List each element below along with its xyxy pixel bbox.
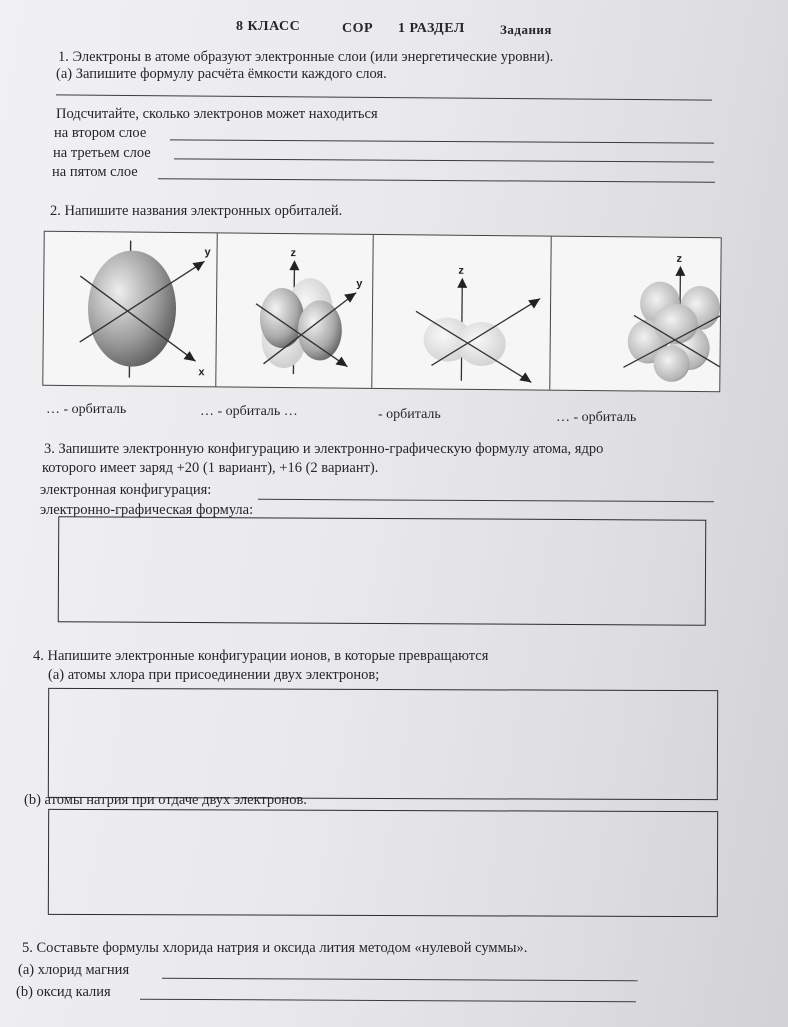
q5b-text: (b) оксид калия [16, 984, 111, 1000]
p-orbital-light-image [371, 235, 550, 390]
q5-title: 5. Составьте формулы хлорида натрия и оксида лития методом «нулевой суммы». [22, 940, 528, 956]
q1-text-line2: (a) Запишите формулу расчёта ёмкости каждого слоя. [56, 66, 387, 82]
q1-layer3-label: на третьем слое [53, 145, 151, 161]
header-grade: 8 КЛАСС [236, 19, 301, 34]
q1-text-line1: 1. Электроны в атоме образуют электронные слои (или энергетические уровни). [58, 49, 554, 65]
q5a-text: (a) хлорид магния [18, 962, 130, 978]
q3-graphic-label: электронно-графическая формула: [40, 502, 254, 518]
orbital-label-1: … - орбиталь [46, 402, 127, 417]
q4a-text: (a) атомы хлора при присоединении двух электронов; [48, 667, 380, 683]
p-orbital-image [215, 233, 372, 387]
d-orbital-image [549, 237, 720, 392]
header-tasks: Задания [500, 22, 552, 37]
q1-layer5-answer-line[interactable] [158, 178, 715, 182]
y-axis-label: y [204, 246, 211, 259]
y-axis-label: y [356, 277, 363, 290]
orbital-label-3: - орбиталь [378, 407, 441, 422]
q4-title: 4. Напишите электронные конфигурации ионов, в которые превращаются [33, 648, 489, 664]
q4a-answer-box[interactable] [48, 688, 718, 800]
q3-config-label: электронная конфигурация: [40, 482, 212, 498]
q5a-answer-line[interactable] [162, 978, 638, 981]
header-section: 1 РАЗДЕЛ [398, 21, 465, 36]
z-axis-label: z [676, 252, 683, 265]
s-orbital-image [43, 232, 216, 387]
orbital-images-strip [42, 231, 721, 393]
q3-graphic-answer-box[interactable] [58, 516, 707, 625]
q4b-text: (b) атомы натрия при отдаче двух электронов. [24, 792, 307, 808]
q1-layer2-answer-line[interactable] [170, 139, 714, 143]
orbital-label-4: … - орбиталь [556, 410, 637, 425]
q3-text-line1: 3. Запишите электронную конфигурацию и электронно-графическую формулу атома, ядро [44, 441, 604, 457]
q1-layer3-answer-line[interactable] [174, 158, 714, 162]
q3-text-line2: которого имеет заряд +20 (1 вариант), +16 (2 вариант). [42, 460, 379, 476]
header-sor: СОР [342, 21, 374, 36]
q1-count-intro: Подсчитайте, сколько электронов может находиться [56, 106, 378, 122]
q2-title: 2. Напишите названия электронных орбиталей. [50, 203, 343, 219]
z-axis-label: z [290, 247, 297, 260]
orbital-label-2: … - орбиталь … [200, 404, 298, 419]
q4b-answer-box[interactable] [48, 809, 718, 917]
q1-layer2-label: на втором слое [54, 125, 147, 141]
q3-config-answer-line[interactable] [258, 499, 714, 502]
q1-layer5-label: на пятом слое [52, 164, 138, 180]
z-axis-label: z [458, 264, 464, 277]
x-axis-label: x [198, 366, 205, 379]
q1a-answer-line[interactable] [56, 94, 712, 100]
q5b-answer-line[interactable] [140, 999, 636, 1003]
